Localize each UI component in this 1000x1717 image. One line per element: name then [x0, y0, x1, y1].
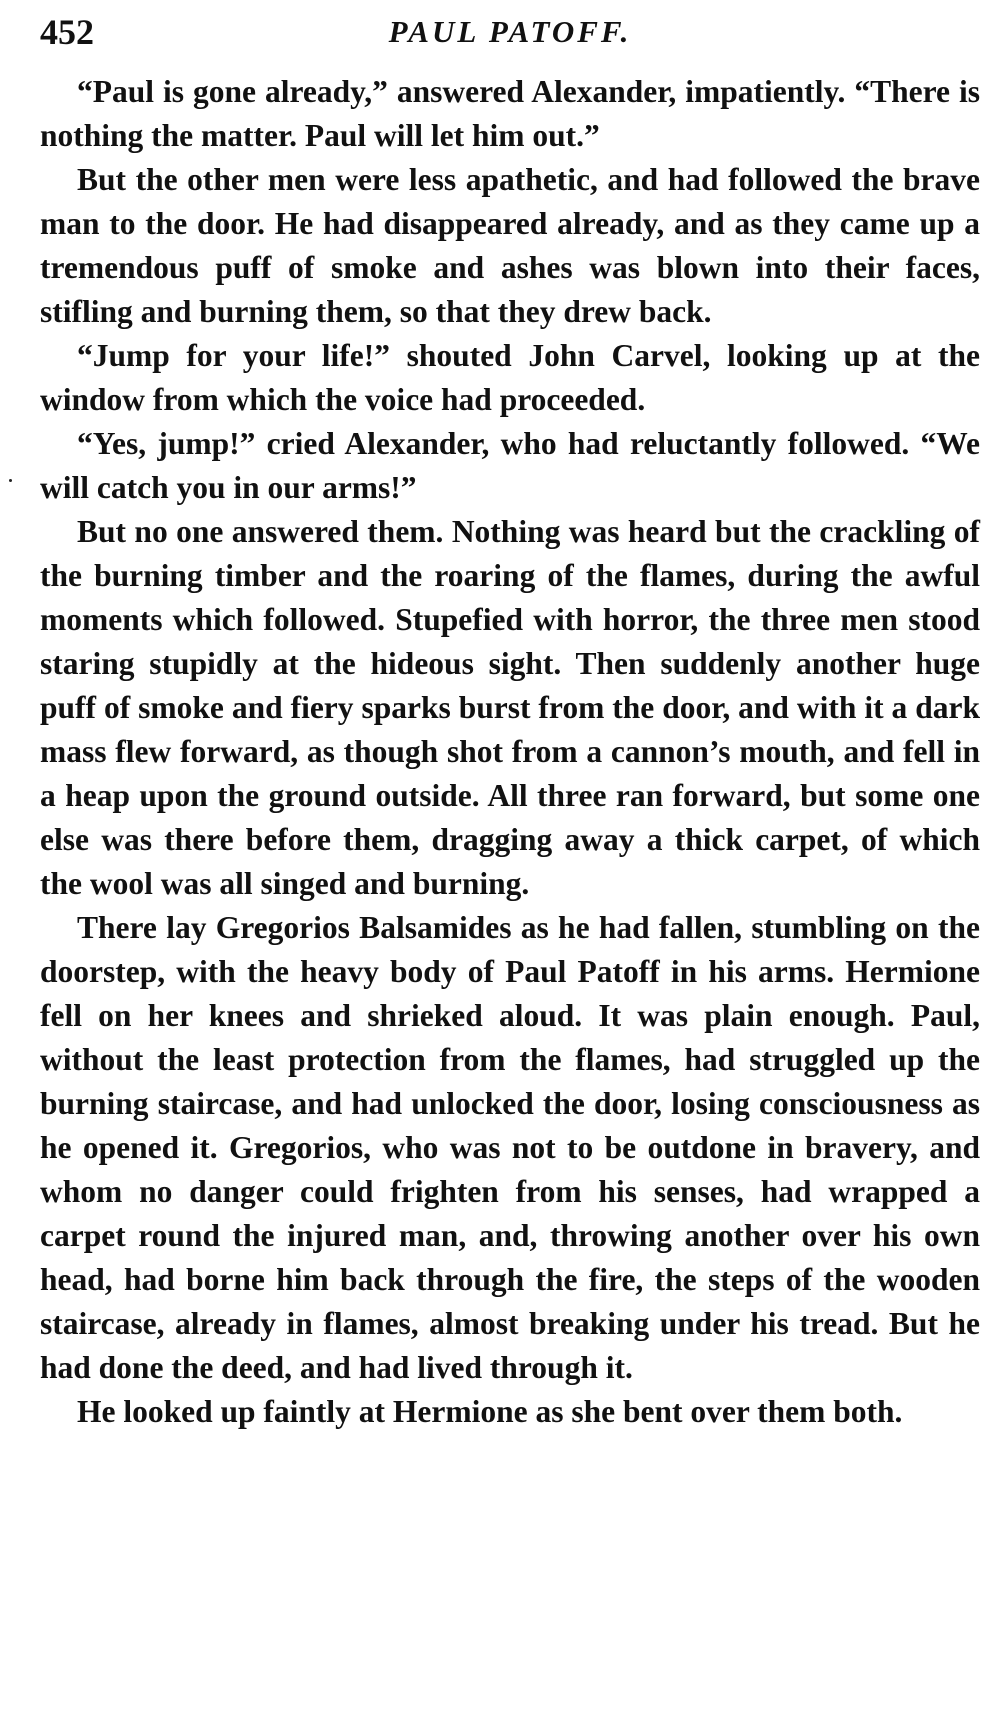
page-header	[40, 8, 980, 58]
paragraph: “Paul is gone already,” answered Alexander, impatiently. “There is nothing the matter. Paul will let him out.”	[40, 74, 980, 153]
paragraph: There lay Gregorios Balsamides as he had fallen, stumbling on the doorstep, with the heavy body of Paul Patoff in his arms. Hermione fell on her knees and shrieked aloud. It was plain enough. Paul, without the least protection from the flames, had struggled up the burning staircase, and had unlocked the door, losing consciousness as he opened it. Gregorios, who was not to be outdone in bravery, and whom no danger could frighten from his senses, had wrapped a carpet round the injured man, and, throwing another over his own head, had borne him back through the fire, the steps of the wooden staircase, already in flames, almost breaking under his tread. But he had done the deed, and had lived through it.	[40, 910, 980, 1385]
margin-mark	[9, 479, 12, 482]
paragraph: “Yes, jump!” cried Alexander, who had reluctantly followed. “We will catch you in our arms!”	[40, 426, 980, 505]
body-text	[40, 70, 980, 1434]
paragraph: But no one answered them. Nothing was heard but the crackling of the burning timber and the roaring of the flames, during the awful moments which followed. Stupefied with horror, the three men stood staring stupidly at the hideous sight. Then suddenly another huge puff of smoke and fiery sparks burst from the door, and with it a dark mass flew forward, as though shot from a cannon’s mouth, and fell in a heap upon the ground outside. All three ran forward, but some one else was there before them, dragging away a thick carpet, of which the wool was all singed and burning.	[40, 514, 980, 901]
running-title: PAUL PATOFF.	[388, 14, 632, 49]
page-number: 452	[40, 12, 94, 52]
paragraph: But the other men were less apathetic, and had followed the brave man to the door. He had disappeared already, and as they came up a tremendous puff of smoke and ashes was blown into their faces, stifling and burning them, so that they drew back.	[40, 162, 980, 329]
paragraph: “Jump for your life!” shouted John Carvel, looking up at the window from which the voice had proceeded.	[40, 338, 980, 417]
paragraph: He looked up faintly at Hermione as she bent over them both.	[77, 1394, 903, 1429]
